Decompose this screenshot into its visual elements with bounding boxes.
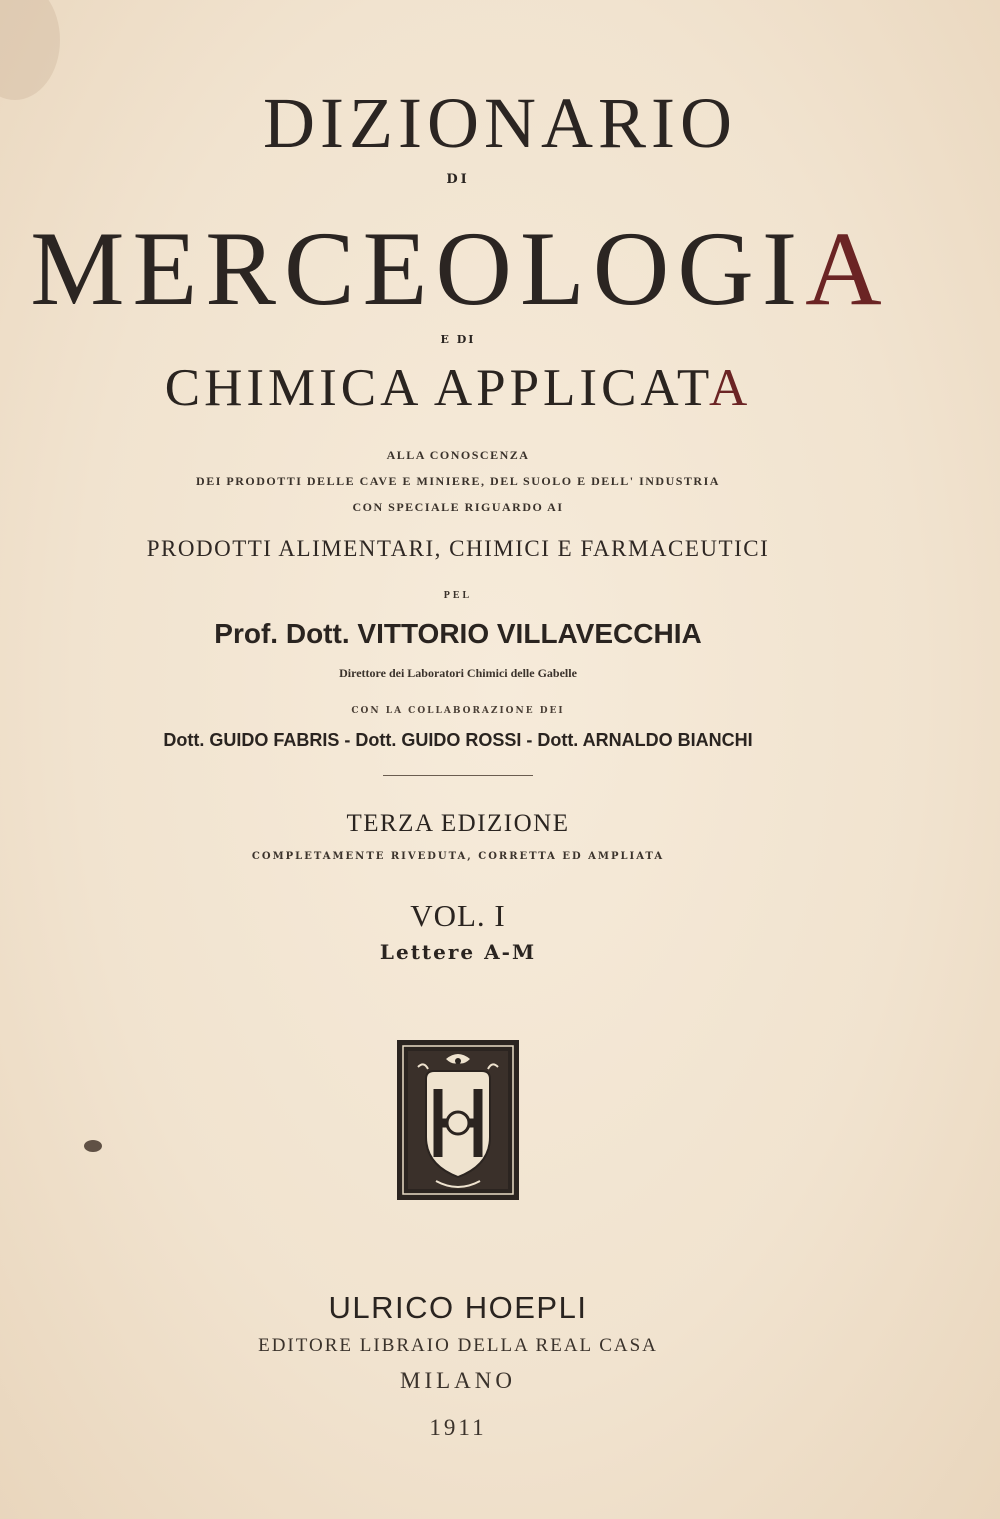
author-name: Prof. Dott. VITTORIO VILLAVECCHIA	[214, 618, 702, 649]
title-merceologia-text: MERCEOLOGI	[30, 210, 806, 327]
desc-line-4: PRODOTTI ALIMENTARI, CHIMICI E FARMACEUTICI	[146, 536, 770, 561]
publisher-title: EDITORE LIBRAIO DELLA REAL CASA	[258, 1335, 658, 1356]
publisher-emblem-icon	[396, 1039, 520, 1201]
pel-label: PEL	[443, 590, 473, 601]
title-e-di: E DI	[440, 333, 476, 346]
publication-city: MILANO	[400, 1368, 516, 1393]
subtitle-chimica-last-letter: A	[708, 359, 752, 417]
desc-line-1: ALLA CONOSCENZA	[386, 448, 530, 462]
desc-line-3: CON SPECIALE RIGUARDO AI	[352, 500, 564, 514]
publication-year: 1911	[429, 1415, 487, 1440]
desc-line-2: DEI PRODOTTI DELLE CAVE E MINIERE, DEL SUOLO E DELL' INDUSTRIA	[196, 474, 720, 488]
edition-note: COMPLETAMENTE RIVEDUTA, CORRETTA ED AMPLIATA	[251, 851, 665, 862]
title-merceologia-last-letter: A	[805, 210, 890, 327]
subtitle-chimica-text: CHIMICA APPLICAT	[164, 359, 709, 417]
subtitle-chimica-applicata	[0, 358, 958, 418]
letters-range: Lettere A-M	[379, 940, 537, 964]
title-di: DI	[446, 172, 470, 187]
title-dizionario: DIZIONARIO	[263, 83, 737, 163]
paper-stain	[84, 1140, 102, 1152]
volume: VOL. I	[410, 898, 506, 933]
publisher-name: ULRICO HOEPLI	[328, 1290, 588, 1325]
author-role: Direttore dei Laboratori Chimici delle Gabelle	[339, 666, 577, 680]
title-merceologia	[0, 208, 960, 330]
divider-rule	[383, 775, 533, 776]
edition: TERZA EDIZIONE	[346, 810, 570, 837]
collaboration-label: CON LA COLLABORAZIONE DEI	[351, 706, 565, 716]
collaborators: Dott. GUIDO FABRIS - Dott. GUIDO ROSSI - Dott. ARNALDO BIANCHI	[163, 730, 753, 750]
